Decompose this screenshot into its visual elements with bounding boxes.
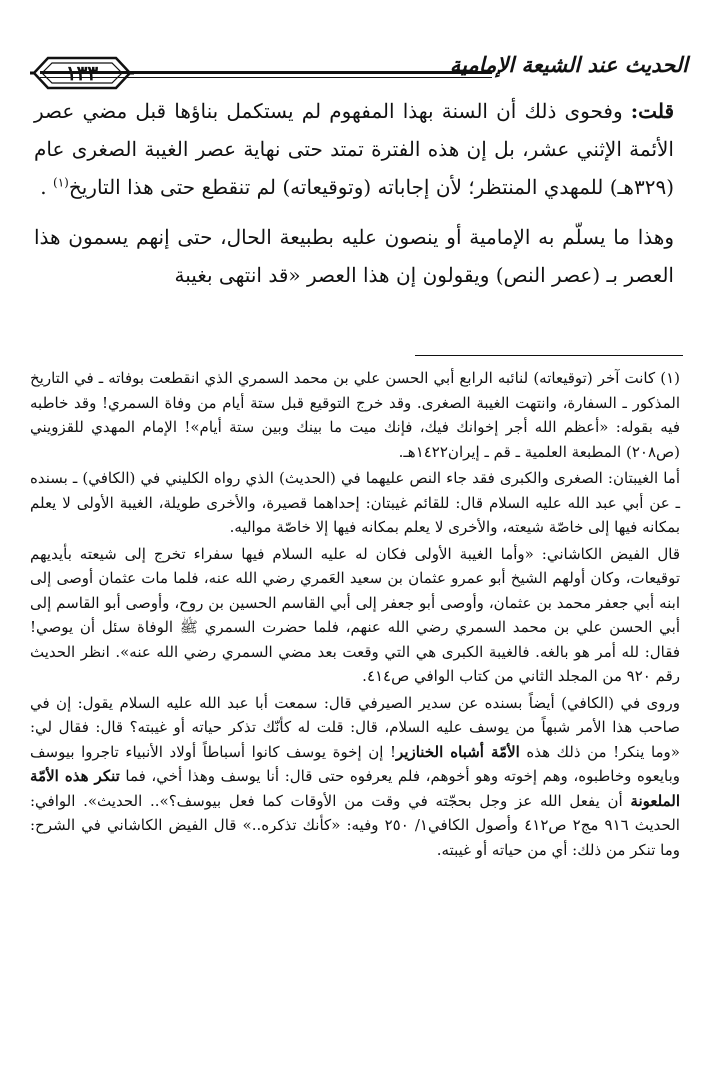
main-text xyxy=(34,92,674,306)
footnote-1: (١) كانت آخر (توقيعاته) لنائبه الرابع أبي الحسن علي بن محمد السمري الذي انقطعت بوفاته ـ في التاريخ المذكور ـ السفارة، وانتهت الغيبة الصغرى. وقد خرج التوقيع قبل ستة أيام من وفاة السمري! وقد خاطبه فيه بقوله: «أعظم الله أجر إخوانك فيك، فإنك ميت ما بينك وبين ستة أيام»! الإمام المهدي للقزويني (ص٢٠٨) المطبعة العلمية ـ قم ـ إيران١٤٢٢هـ. xyxy=(30,369,680,461)
page-number: ١٣٣ xyxy=(65,61,99,85)
paragraph-1 xyxy=(34,92,674,206)
running-title: الحديث عند الشيعة الإمامية xyxy=(449,52,688,77)
footnotes xyxy=(30,366,680,864)
footnote-4-d: أن يفعل الله عز وجل بحجّته في وقت من الأوقات كما فعل بيوسف؟».. الحديث». الوافي: الحديث ٩١٦ مج٢ ص٤١٢ وأصول الكافي١/ ٢٥٠ وفيه: «كأنك تذكره..» قال الفيض الكاشاني في الشرح: وما تنكر من ذلك: أي من حياته أو غيبته. xyxy=(30,791,680,859)
page-number-frame xyxy=(30,54,134,92)
paragraph-2: وهذا ما يسلّم به الإمامية أو ينصون عليه بطبيعة الحال، حتى إنهم يسمون هذا العصر بـ (عصر النص) ويقولون إن هذا العصر «قد انتهى بغيبة xyxy=(34,225,674,287)
footnote-4 xyxy=(30,691,680,863)
footnote-4-bold-2: تنكر هذه الأمّة الملعونة xyxy=(30,767,680,810)
footnote-2: أما الغيبتان: الصغرى والكبرى فقد جاء النص عليهما في (الحديث) الذي رواه الكليني في (الكافي) ـ بسنده ـ عن أبي عبد الله عليه السلام قال: للقائم غيبتان: إحداهما قصيرة، والأخرى طويلة، الغيبة الأولى لا يعلم بمكانه فيها إلى خاصّة شيعته، والأخرى لا يعلم بمكانه فيها إلا خاصّة مواليه. xyxy=(30,469,680,536)
footnote-ref: (١) xyxy=(53,175,69,190)
footnote-4-c: ! إن إخوة يوسف كانوا أسباطاً أولاد الأنبياء تاجروا بيوسف وبايعوه وخاطبوه، وهم إخوته وهو أخوهم، فلم يعرفوه حتى قال: أنا يوسف وهذا أخي، فما xyxy=(30,742,680,785)
paragraph-end: . xyxy=(40,175,53,199)
footnote-4-bold-1: الأمّة أشباه الخنازير xyxy=(396,742,520,761)
footnote-3: قال الفيض الكاشاني: «وأما الغيبة الأولى فكان له عليه السلام فيها سفراء تخرج إلى شيعته بأيديهم توقيعات، وكان أولهم الشيخ أبو عمرو عثمان بن سعيد العَمري رضي الله عنه، فلما مات عثمان أوصى إلى ابنه أبي جعفر محمد بن عثمان، وأوصى أبو جعفر إلى أبي القاسم الحسين بن روح، وأوصى أبو القاسم إلى أبي الحسن علي بن محمد السمري رضي الله عنهم، فلما حضرت السمري ﷺ الوفاة سئل أن يوصي! فقال: لله أمر هو بالغه. فالغيبة الكبرى هي التي وقعت بعد مضي السمري رضي الله عنه». انظر الحديث رقم ٩٢٠ من المجلد الثاني من كتاب الوافي ص٤١٤. xyxy=(30,544,680,685)
footnote-4-a: وروى في (الكافي) أيضاً بسنده عن سدير الصيرفي قال: سمعت أبا عبد الله عليه السلام يقول: إن في صاحب هذا الأمر شبهاً من يوسف عليه السلام، قال: قلت له كأنّك تذكر حياته أو غيبته؟ قال: فقال لي: «وما ينكر! من ذلك هذه xyxy=(30,693,680,761)
paragraph-text: وفحوى ذلك أن السنة بهذا المفهوم لم يستكمل بناؤها قبل مضي عصر الأئمة الإثني عشر، بل إن هذه الفترة تمتد حتى نهاية عصر الغيبة الصغرى عام (٣٢٩هـ) للمهدي المنتظر؛ لأن إجاباته (وتوقيعاته) لم تنقطع حتى هذا التاريخ xyxy=(34,99,674,199)
footnote-separator xyxy=(415,355,683,356)
paragraph-lead: قلت: xyxy=(630,99,674,123)
